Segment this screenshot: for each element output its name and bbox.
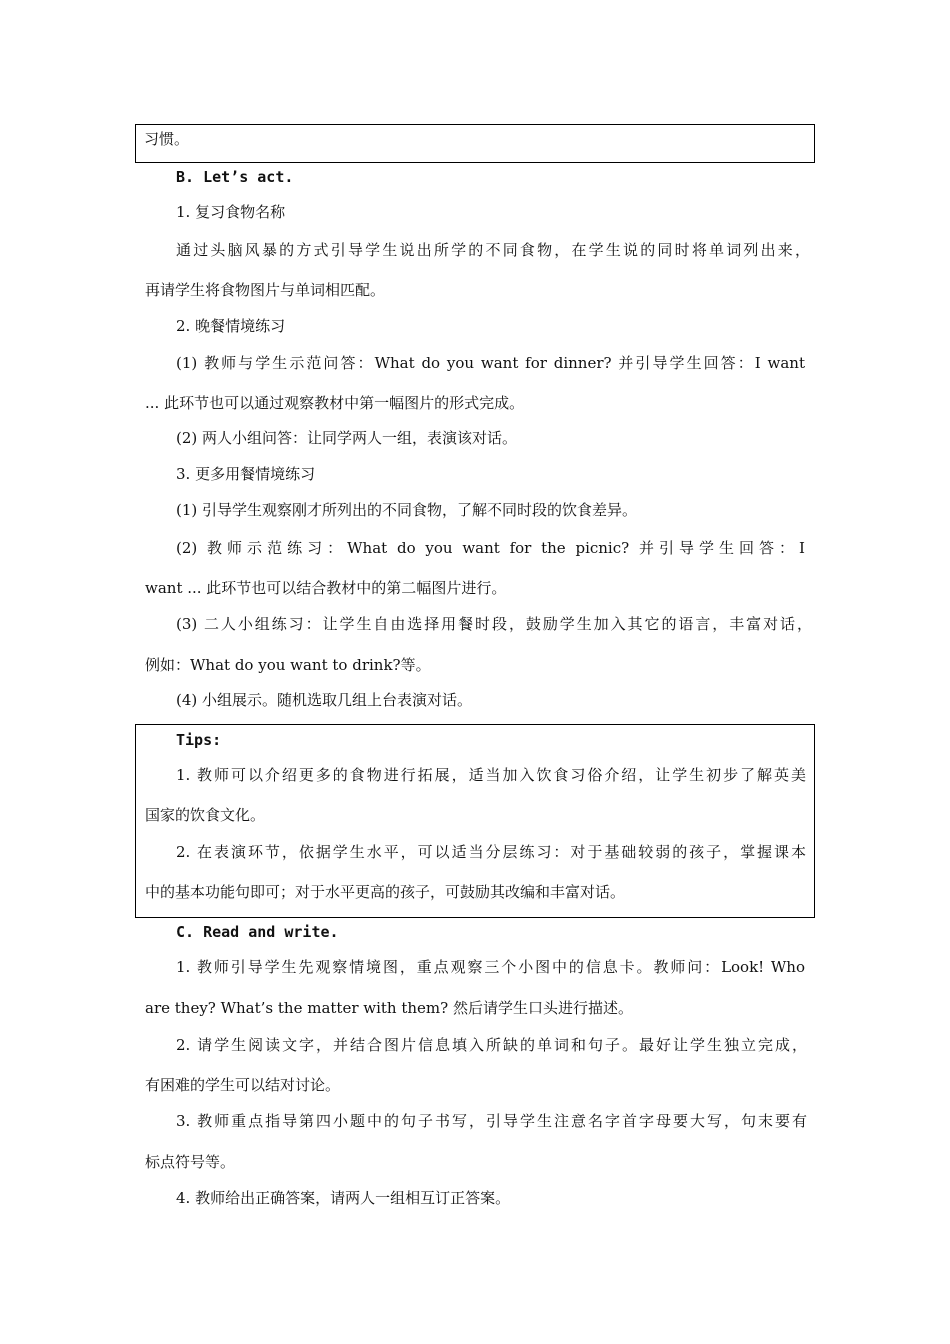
tip2-line1: 2. 在表演环节，依据学生水平，可以适当分层练习：对于基础较弱的孩子，掌握课本 (176, 843, 806, 861)
item1-paragraph-line2: 再请学生将食物图片与单词相匹配。 (145, 281, 386, 299)
item2-title: 2. 晚餐情境练习 (176, 317, 286, 335)
tip2-line2: 中的基本功能句即可；对于水平更高的孩子，可鼓励其改编和丰富对话。 (145, 883, 626, 901)
item3-step2-line2: want ... 此环节也可以结合教材中的第二幅图片进行。 (145, 579, 507, 597)
item3-step2-line1: (2) 教师示范练习：What do you want for the picnic? 并引导学生回答：I (176, 539, 805, 557)
c-paragraph1-line1: 1. 教师引导学生先观察情境图，重点观察三个小图中的信息卡。教师问：Look! Who (176, 958, 805, 976)
item1-title: 1. 复习食物名称 (176, 203, 286, 221)
item3-step1: (1) 引导学生观察刚才所列出的不同食物，了解不同时段的饮食差异。 (176, 501, 638, 519)
tips-box (135, 724, 815, 918)
section-c-heading: C. Read and write. (176, 923, 339, 941)
top-continuation-box (135, 124, 815, 163)
item1-paragraph-line1: 通过头脑风暴的方式引导学生说出所学的不同食物，在学生说的同时将单词列出来， (176, 241, 810, 259)
c-paragraph2-line2: 有困难的学生可以结对讨论。 (145, 1076, 341, 1094)
tips-title: Tips: (176, 731, 222, 749)
item3-step3-line2: 例如：What do you want to drink?等。 (145, 656, 431, 674)
tip1-line1: 1. 教师可以介绍更多的食物进行拓展，适当加入饮食习俗介绍，让学生初步了解英美 (176, 766, 806, 784)
c-paragraph4: 4. 教师给出正确答案，请两人一组相互订正答案。 (176, 1189, 511, 1207)
section-b-heading: B. Let’s act. (176, 168, 294, 186)
item2-step1-line1: (1) 教师与学生示范问答：What do you want for dinner? 并引导学生回答：I want (176, 354, 805, 372)
box-text: 习惯。 (144, 130, 190, 148)
item2-step1-line2: ... 此环节也可以通过观察教材中第一幅图片的形式完成。 (145, 394, 525, 412)
c-paragraph1-line2: are they? What’s the matter with them? 然后请学生口头进行描述。 (145, 999, 633, 1017)
c-paragraph3-line2: 标点符号等。 (145, 1153, 236, 1171)
c-paragraph3-line1: 3. 教师重点指导第四小题中的句子书写，引导学生注意名字首字母要大写，句末要有 (176, 1112, 807, 1130)
tip1-line2: 国家的饮食文化。 (145, 806, 266, 824)
c-paragraph2-line1: 2. 请学生阅读文字，并结合图片信息填入所缺的单词和句子。最好让学生独立完成， (176, 1036, 807, 1054)
item2-step2: (2) 两人小组问答：让同学两人一组，表演该对话。 (176, 429, 518, 447)
item3-step4: (4) 小组展示。随机选取几组上台表演对话。 (176, 691, 473, 709)
item3-step3-line1: (3) 二人小组练习：让学生自由选择用餐时段，鼓励学生加入其它的语言，丰富对话， (176, 615, 812, 633)
item3-title: 3. 更多用餐情境练习 (176, 465, 316, 483)
